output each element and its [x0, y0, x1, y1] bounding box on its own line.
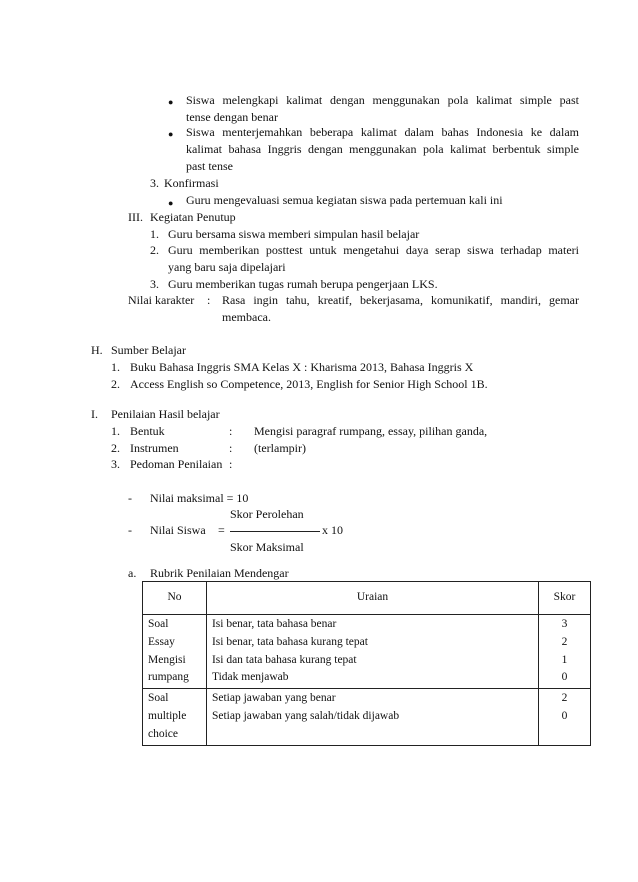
cell-line: Isi benar, tata bahasa benar: [211, 618, 337, 630]
list-number: 1.: [111, 360, 120, 374]
cell-skor: [539, 615, 591, 689]
rubric-table: [142, 581, 591, 746]
field-value: Mengisi paragraf rumpang, essay, pilihan ganda,: [254, 424, 488, 438]
cell-line: Mengisi: [148, 653, 186, 666]
cell-uraian: [206, 689, 538, 745]
bullet-text: tense dengan benar: [186, 110, 278, 124]
subsection-letter: a.: [128, 566, 137, 580]
bullet-text: Guru mengevaluasi semua kegiatan siswa pada pertemuan kali ini: [186, 193, 503, 207]
list-text: Buku Bahasa Inggris SMA Kelas X : Kharisma 2013, Bahasa Inggris X: [130, 360, 474, 374]
section-letter: I.: [91, 407, 98, 421]
list-text: Guru bersama siswa memberi simpulan hasil belajar: [168, 227, 420, 241]
table-row: [143, 689, 591, 745]
field-label: Instrumen: [130, 441, 179, 455]
bullet-text: Siswa melengkapi kalimat dengan menggunakan pola kalimat simple past: [186, 93, 579, 107]
formula-multiplier: x 10: [322, 523, 343, 537]
list-number: 3.: [150, 176, 159, 190]
cell-line: 2: [561, 692, 568, 705]
table-row: [143, 615, 591, 689]
bullet-icon: ●: [168, 129, 174, 139]
cell-no: [143, 689, 207, 745]
cell-line: 2: [561, 635, 568, 648]
subheading: Konfirmasi: [164, 176, 219, 190]
cell-line: Setiap jawaban yang benar: [211, 692, 336, 705]
list-number: 2.: [150, 243, 159, 257]
header-no: No: [143, 582, 207, 615]
cell-line: Isi benar, tata bahasa kurang tepat: [211, 635, 368, 648]
cell-line: choice: [148, 727, 179, 740]
list-number: 1.: [111, 424, 120, 438]
bullet-icon: ●: [168, 198, 174, 208]
cell-line: Tidak menjawab: [211, 671, 289, 684]
bullet-icon: ●: [168, 97, 174, 107]
dash: -: [128, 491, 132, 505]
cell-line: 0: [561, 710, 568, 723]
list-number: 3.: [111, 457, 120, 471]
field-value: (terlampir): [254, 441, 306, 455]
field-label: Bentuk: [130, 424, 165, 438]
formula-denominator: Skor Maksimal: [230, 540, 304, 554]
nilai-karakter-colon: :: [207, 293, 211, 307]
cell-line: Essay: [148, 635, 175, 648]
list-number: 2.: [111, 377, 120, 391]
equals-sign: =: [218, 523, 225, 537]
bullet-text: kalimat bahasa Inggris dengan menggunakan pola kalimat berbentuk simple: [186, 142, 579, 156]
nilai-karakter-value: Rasa ingin tahu, kreatif, bekerjasama, komunikatif, mandiri, gemar: [222, 293, 579, 307]
formula-numerator: Skor Perolehan: [230, 507, 304, 521]
cell-line: 3: [561, 618, 568, 630]
nilai-maksimal: Nilai maksimal = 10: [150, 491, 249, 505]
cell-no: [143, 615, 207, 689]
list-text: yang baru saja dipelajari: [168, 260, 286, 274]
nilai-siswa-label: Nilai Siswa: [150, 523, 206, 537]
field-colon: :: [229, 424, 233, 438]
cell-line: 0: [561, 671, 568, 684]
table-header-row: [143, 582, 591, 615]
list-number: 1.: [150, 227, 159, 241]
cell-line: Soal: [148, 618, 169, 630]
dash: -: [128, 523, 132, 537]
header-skor: Skor: [539, 582, 591, 615]
field-colon: :: [229, 441, 233, 455]
list-number: 3.: [150, 277, 159, 291]
subsection-title: Rubrik Penilaian Mendengar: [150, 566, 289, 580]
cell-line: Isi dan tata bahasa kurang tepat: [211, 653, 357, 666]
section-title: Sumber Belajar: [111, 343, 186, 357]
cell-line: Setiap jawaban yang salah/tidak dijawab: [211, 710, 400, 723]
cell-line: rumpang: [148, 671, 189, 684]
field-label: Pedoman Penilaian: [130, 457, 223, 471]
cell-uraian: [206, 615, 538, 689]
field-colon: :: [229, 457, 233, 471]
cell-line: Soal: [148, 692, 169, 705]
section-title: Kegiatan Penutup: [150, 210, 236, 224]
fraction-line: [230, 531, 320, 532]
cell-line: 1: [561, 653, 568, 666]
bullet-text: past tense: [186, 159, 233, 173]
section-letter: H.: [91, 343, 103, 357]
bullet-text: Siswa menterjemahkan beberapa kalimat dalam bahas Indonesia ke dalam: [186, 125, 579, 139]
nilai-karakter-label: Nilai karakter: [128, 293, 195, 307]
section-number: III.: [128, 210, 143, 224]
cell-line: multiple: [148, 710, 187, 723]
nilai-karakter-value: membaca.: [222, 310, 271, 324]
list-text: Guru memberikan posttest untuk mengetahui daya serap siswa terhadap materi: [168, 243, 579, 257]
cell-skor: [539, 689, 591, 745]
list-number: 2.: [111, 441, 120, 455]
list-text: Access English so Competence, 2013, English for Senior High School 1B.: [130, 377, 488, 391]
section-title: Penilaian Hasil belajar: [111, 407, 220, 421]
list-text: Guru memberikan tugas rumah berupa pengerjaan LKS.: [168, 277, 438, 291]
header-uraian: Uraian: [206, 582, 538, 615]
